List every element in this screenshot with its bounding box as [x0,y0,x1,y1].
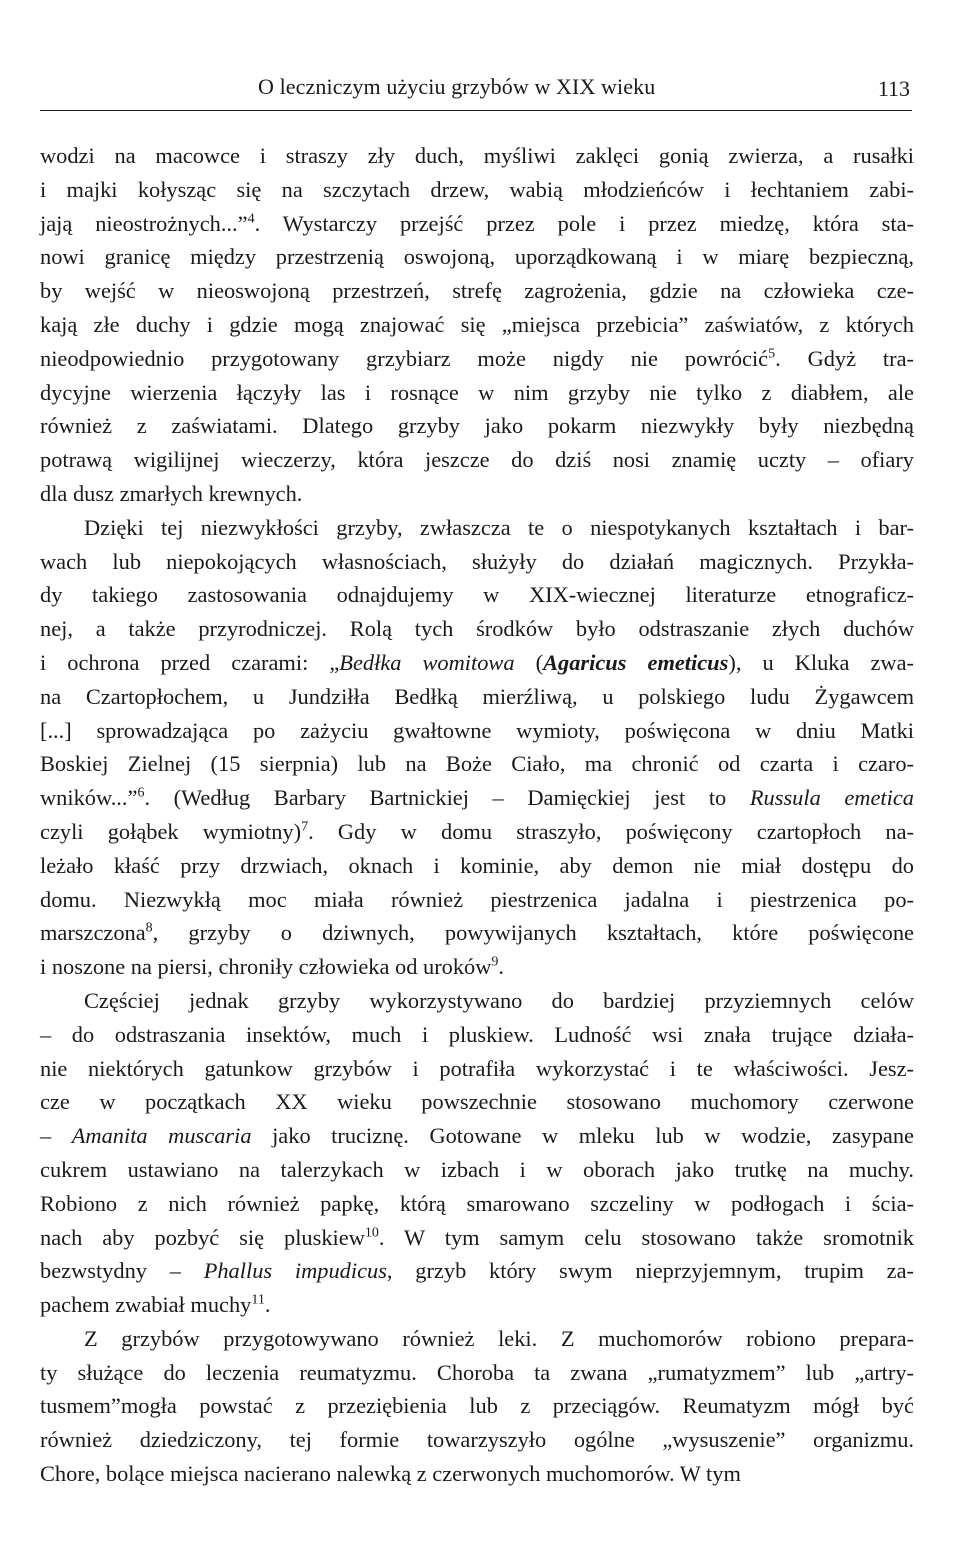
footnote-marker: 9 [491,954,499,970]
text-segment: wodzi na macowce i straszy zły duch, myśliwi zaklęci gonią zwierza, a rusałki [40,143,914,168]
text-line [40,1457,914,1491]
text-segment: również z zaświatami. Dlatego grzyby jako pokarm niezwykły były niezbędną [40,413,914,439]
page-number: 113 [877,76,910,101]
text-line [40,1389,914,1423]
text-segment: . W tym samym celu stosowano także sromotnik [378,1224,914,1250]
text-segment: ( [514,649,544,675]
text-line [40,883,914,917]
text-segment: Częściej jednak grzyby wykorzystywano do bardziej przyziemnych celów [84,987,914,1013]
text-segment: i noszone na piersi, chroniły człowieka od uroków [40,954,492,980]
footnote-marker: 4 [247,211,255,227]
text-segment: – [40,1123,72,1149]
text-line [40,207,914,241]
text-segment: nie niektórych gatunkow grzybów i potrafiła wykorzystać i te właściwości. Jesz- [40,1055,914,1081]
latin-name: Bedłka womitowa [339,649,515,675]
text-segment: – do odstraszania insektów, much i pluskiew. Ludność wsi znała trujące działa- [40,1021,914,1047]
text-segment: Boskiej Zielnej (15 sierpnia) lub na Boże Ciało, ma chronić od czarta i czaro- [40,751,914,777]
text-segment: wników...” [40,785,138,811]
text-segment: Robiono z nich również papkę, którą smarowano szczeliny w podłogach i ścia- [40,1190,914,1216]
text-segment: bezwstydny – [40,1258,204,1284]
text-segment: . [264,1292,271,1318]
text-line [40,1018,914,1052]
text-segment: czyli gołąbek wymiotny) [40,818,302,844]
text-line [40,1153,914,1187]
text-line [40,781,914,815]
text-line [40,376,914,410]
footnote-marker: 7 [301,819,309,835]
text-line [40,1322,914,1356]
text-segment: i majki kołysząc się na szczytach drzew, wabią młodzieńców i łechtaniem zabi- [40,176,914,202]
text-segment: leżało kłaść przy drzwiach, oknach i kominie, aby demon nie miał dostępu do [40,852,914,878]
text-line [40,714,914,748]
text-line [40,680,914,714]
text-segment: cze w początkach XX wieku powszechnie stosowano muchomory czerwone [40,1089,914,1115]
text-segment: [...] sprowadzająca po zażyciu gwałtowne wymioty, poświęcona w dniu Matki [40,717,914,743]
text-line [40,274,914,308]
text-line [40,984,914,1018]
text-segment: marszczona [40,920,146,946]
text-segment: . Gdy w domu straszyło, poświęcony czartopłoch na- [308,818,915,844]
text-segment: nieodpowiednio przygotowany grzybiarz może nigdy nie powrócić [40,345,769,371]
text-segment: kają złe duchy i gdzie mogą znajować się „miejsca przebicia” zaświatów, z których [40,311,914,337]
text-line [40,1356,914,1390]
text-segment: pachem zwabiał muchy [40,1292,252,1318]
text-line [40,950,914,984]
text-line [40,240,914,274]
text-line [40,747,914,781]
text-segment: dycyjne wierzenia łączyły las i rosnące w nim grzyby nie tylko z diabłem, ale [40,379,914,405]
footnote-marker: 5 [768,346,776,362]
text-segment: dla dusz zmarłych krewnych. [40,480,303,506]
text-line [40,511,914,545]
text-segment: ty służące do leczenia reumatyzmu. Choroba ta zwana „rumatyzmem” lub „artry- [40,1359,914,1385]
text-segment: jako truciznę. Gotowane w mleku lub w wodzie, zasypane [251,1123,914,1149]
running-header [40,66,912,111]
text-line [40,1085,914,1119]
text-segment: i ochrona przed czarami: „ [40,649,340,675]
text-line [40,342,914,376]
text-segment: potrawą wigilijnej wieczerzy, która jeszcze do dziś nosi znamię uczty – ofiary [40,447,914,473]
text-line [40,1052,914,1086]
text-segment: . Gdyż tra- [775,345,914,371]
text-line [40,1423,914,1457]
footnote-marker: 6 [137,785,145,801]
text-line [40,1187,914,1221]
latin-name: Agaricus emeticus [543,649,729,675]
footnote-marker: 10 [364,1225,379,1241]
text-segment: dy takiego zastosowania odnajdujemy w XIX-wiecznej literaturze etnograficz- [40,582,914,608]
text-segment: nej, a także przyrodniczej. Rolą tych środków było odstraszanie złych duchów [40,616,914,642]
text-segment: jają nieostrożnych...” [40,210,248,236]
text-segment: cukrem ustawiano na talerzykach w izbach i w oborach jako trutkę na muchy. [40,1156,914,1182]
text-line [40,139,914,173]
text-segment: Dzięki tej niezwykłości grzyby, zwłaszcza te o niespotykanych kształtach i bar- [84,514,914,540]
text-line [40,308,914,342]
text-line [40,849,914,883]
text-segment: wach lub niepokojących własnościach, służyły do działań magicznych. Przykła- [40,548,914,574]
body-text [40,139,914,1491]
text-segment: Chore, bolące miejsca nacierano nalewką z czerwonych muchomorów. W tym [40,1461,741,1487]
text-segment: na Czartopłochem, u Jundziłła Bedłką mierźliwą, u polskiego ludu Żygawcem [40,683,914,709]
text-line [40,612,914,646]
text-line [40,1221,914,1255]
text-segment: domu. Niezwykłą moc miała również piestrzenica jadalna i piestrzenica po- [40,886,914,912]
text-line [40,477,914,511]
text-line [40,578,914,612]
text-segment: Z grzybów przygotowywano również leki. Z muchomorów robiono prepara- [84,1325,914,1351]
text-segment: . Wystarczy przejść przez pole i przez miedzę, która sta- [254,210,914,236]
text-segment: . (Według Barbary Bartnickiej – Damięckiej jest to [144,785,750,811]
latin-name: Phallus impudicus [203,1258,387,1284]
text-line [40,646,914,680]
text-segment: ), u Kluka zwa- [728,649,914,675]
text-segment: tusmem”mogła powstać z przeziębienia lub z przeciągów. Reumatyzm mógł być [40,1393,914,1419]
text-line [40,1254,914,1288]
text-line [40,1288,914,1322]
latin-name: Russula emetica [749,785,914,811]
text-segment: również dziedziczony, tej formie towarzyszyło ogólne „wysuszenie” organizmu. [40,1427,914,1453]
text-line [40,409,914,443]
text-line [40,545,914,579]
text-segment: by wejść w nieoswojoną przestrzeń, strefę zagrożenia, gdzie na człowieka cze- [40,278,914,304]
footnote-marker: 11 [251,1292,265,1308]
text-segment: nach aby pozbyć się pluskiew [40,1224,365,1250]
text-line [40,173,914,207]
text-line [40,1119,914,1153]
text-line [40,443,914,477]
text-segment: nowi granicę między przestrzenią oswojoną, uporządkowaną i w miarę bezpieczną, [40,244,914,270]
running-title: O leczniczym użyciu grzybów w XIX wieku [258,74,656,99]
text-segment: . [498,954,505,980]
latin-name: Amanita muscaria [71,1123,252,1149]
footnote-marker: 8 [145,920,153,936]
text-segment: , grzyby o dziwnych, powywijanych kształtach, które poświęcone [152,920,914,946]
text-line [40,916,914,950]
text-segment: , grzyb który swym nieprzyjemnym, trupim za- [386,1258,914,1284]
text-line [40,815,914,849]
